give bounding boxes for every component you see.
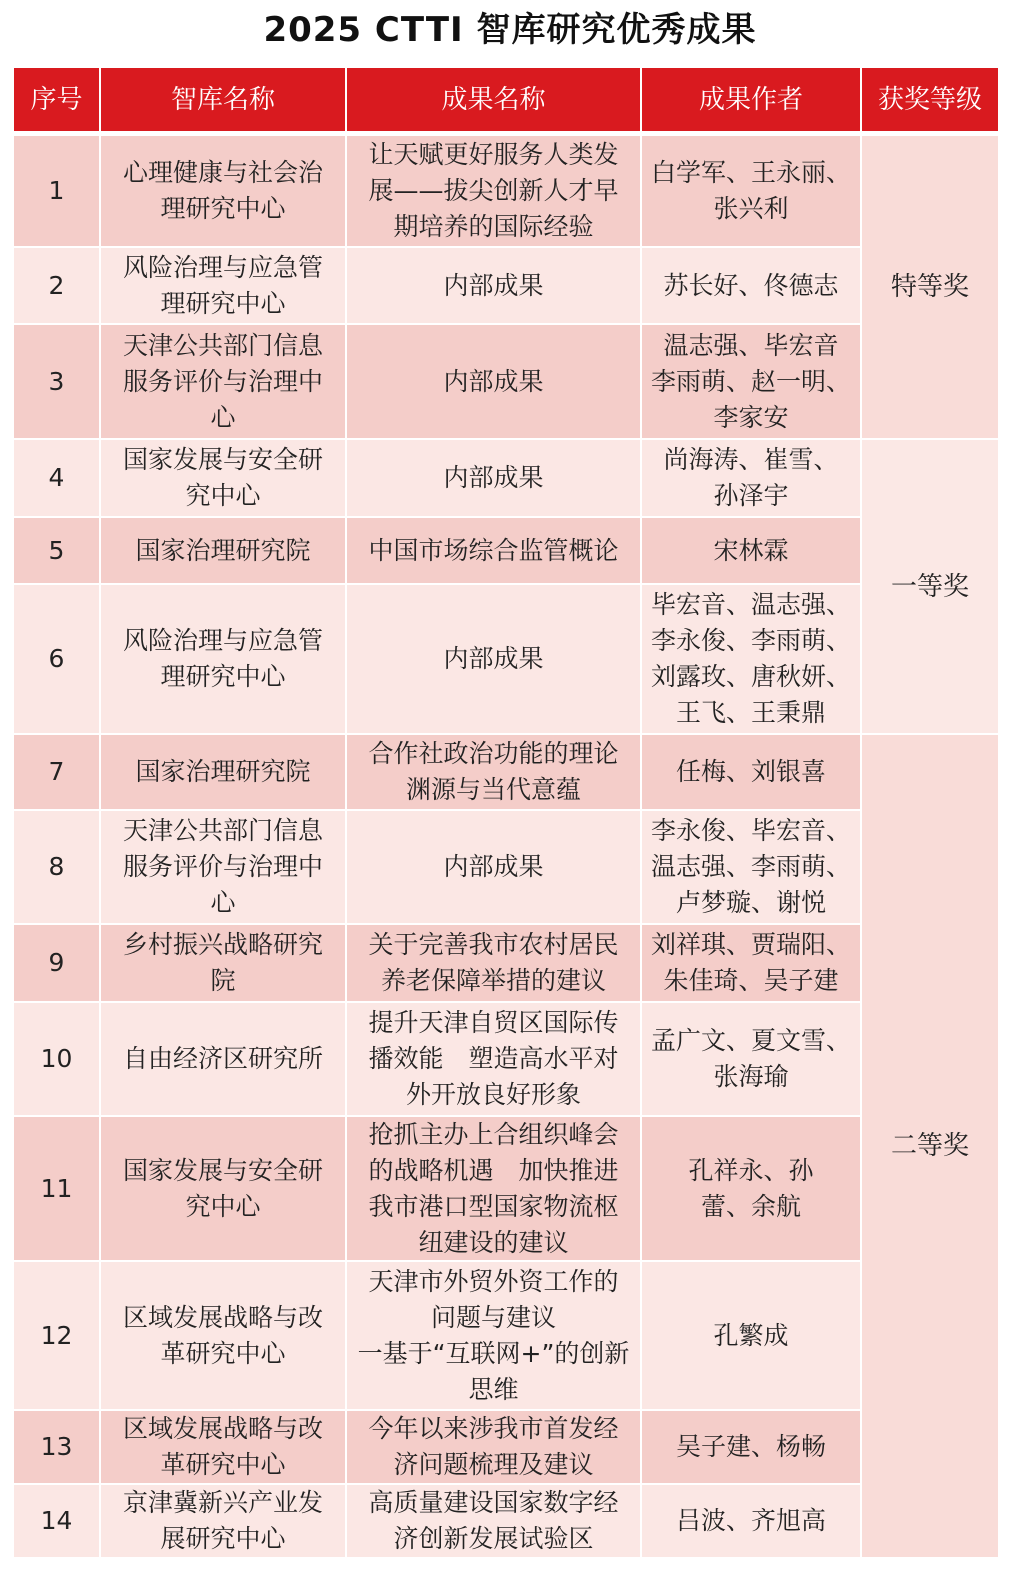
table-cell-no: 4: [14, 440, 99, 516]
table-cell-institute: 风险治理与应急管 理研究中心: [101, 585, 345, 733]
table-cell-no: 7: [14, 735, 99, 809]
table-cell-authors: 温志强、毕宏音 李雨萌、赵一明、 李家安: [642, 325, 860, 438]
table-cell-authors: 孔祥永、孙 蕾、余航: [642, 1117, 860, 1260]
table-cell-no: 14: [14, 1485, 99, 1557]
table-cell-institute: 国家发展与安全研 究中心: [101, 1117, 345, 1260]
table-cell-institute: 天津公共部门信息 服务评价与治理中 心: [101, 811, 345, 923]
table-cell-result: 今年以来涉我市首发经 济问题梳理及建议: [347, 1411, 640, 1483]
table-cell-authors: 李永俊、毕宏音、 温志强、李雨萌、 卢梦璇、谢悦: [642, 811, 860, 923]
table-cell-institute: 区域发展战略与改 革研究中心: [101, 1411, 345, 1483]
table-cell-result: 内部成果: [347, 248, 640, 323]
table-cell-authors: 刘祥琪、贾瑞阳、 朱佳琦、吴子建: [642, 925, 860, 1001]
table-cell-institute: 风险治理与应急管 理研究中心: [101, 248, 345, 323]
award-level-cell: 一等奖: [862, 440, 998, 733]
table-cell-result: 关于完善我市农村居民 养老保障举措的建议: [347, 925, 640, 1001]
table-cell-result: 内部成果: [347, 325, 640, 438]
table-cell-institute: 乡村振兴战略研究 院: [101, 925, 345, 1001]
table-cell-no: 2: [14, 248, 99, 323]
table-cell-institute: 自由经济区研究所: [101, 1003, 345, 1115]
table-cell-result: 高质量建设国家数字经 济创新发展试验区: [347, 1485, 640, 1557]
table-cell-authors: 宋林霖: [642, 518, 860, 583]
award-level-cell: 二等奖: [862, 735, 998, 1557]
award-level-cell: 特等奖: [862, 136, 998, 438]
table-cell-result: 中国市场综合监管概论: [347, 518, 640, 583]
table-cell-no: 1: [14, 136, 99, 246]
table-cell-institute: 京津冀新兴产业发 展研究中心: [101, 1485, 345, 1557]
table-cell-result: 合作社政治功能的理论 渊源与当代意蕴: [347, 735, 640, 809]
header-no: 序号: [14, 68, 99, 131]
table-cell-result: 抢抓主办上合组织峰会 的战略机遇 加快推进 我市港口型国家物流枢 纽建设的建议: [347, 1117, 640, 1260]
header-authors: 成果作者: [642, 68, 860, 131]
table-cell-authors: 吴子建、杨畅: [642, 1411, 860, 1483]
table-cell-result: 内部成果: [347, 440, 640, 516]
table-cell-result: 天津市外贸外资工作的 问题与建议 一基于“互联网+”的创新 思维: [347, 1262, 640, 1409]
header-institute: 智库名称: [101, 68, 345, 131]
table-cell-no: 6: [14, 585, 99, 733]
table-cell-no: 13: [14, 1411, 99, 1483]
table-cell-result: 让天赋更好服务人类发 展——拔尖创新人才早 期培养的国际经验: [347, 136, 640, 246]
table-cell-no: 3: [14, 325, 99, 438]
table-cell-authors: 孔繁成: [642, 1262, 860, 1409]
table-cell-institute: 区域发展战略与改 革研究中心: [101, 1262, 345, 1409]
table-cell-authors: 苏长好、佟德志: [642, 248, 860, 323]
table-cell-no: 8: [14, 811, 99, 923]
table-cell-institute: 国家发展与安全研 究中心: [101, 440, 345, 516]
table-cell-authors: 白学军、王永丽、 张兴利: [642, 136, 860, 246]
table-cell-no: 11: [14, 1117, 99, 1260]
table-cell-result: 内部成果: [347, 585, 640, 733]
table-cell-authors: 吕波、齐旭高: [642, 1485, 860, 1557]
table-cell-no: 12: [14, 1262, 99, 1409]
table-cell-no: 10: [14, 1003, 99, 1115]
table-cell-result: 内部成果: [347, 811, 640, 923]
table-cell-result: 提升天津自贸区国际传 播效能 塑造高水平对 外开放良好形象: [347, 1003, 640, 1115]
table-cell-no: 9: [14, 925, 99, 1001]
table-cell-authors: 孟广文、夏文雪、 张海瑜: [642, 1003, 860, 1115]
table-cell-authors: 任梅、刘银喜: [642, 735, 860, 809]
table-cell-institute: 心理健康与社会治 理研究中心: [101, 136, 345, 246]
table-cell-institute: 天津公共部门信息 服务评价与治理中 心: [101, 325, 345, 438]
table-cell-institute: 国家治理研究院: [101, 518, 345, 583]
table-cell-institute: 国家治理研究院: [101, 735, 345, 809]
table-cell-authors: 尚海涛、崔雪、 孙泽宇: [642, 440, 860, 516]
header-level: 获奖等级: [862, 68, 998, 131]
table-cell-no: 5: [14, 518, 99, 583]
header-result: 成果名称: [347, 68, 640, 131]
page-title: 2025 CTTI 智库研究优秀成果: [263, 10, 757, 50]
table-cell-authors: 毕宏音、温志强、 李永俊、李雨萌、 刘露玫、唐秋妍、 王飞、王秉鼎: [642, 585, 860, 733]
